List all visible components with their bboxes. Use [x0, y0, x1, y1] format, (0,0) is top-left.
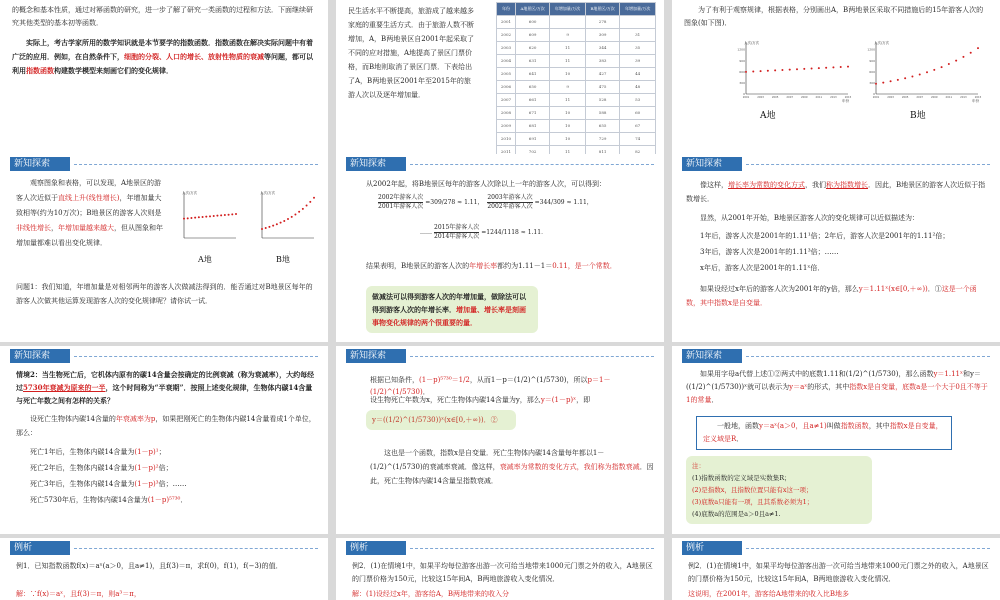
- x-tick-label: 2009: [930, 96, 938, 99]
- data-point: [224, 214, 226, 216]
- x-tick-label: 2013: [960, 96, 967, 99]
- data-point: [818, 67, 820, 69]
- y-tick-label: 1200: [867, 47, 875, 52]
- data-point: [190, 217, 192, 219]
- table-cell: 702: [515, 146, 549, 159]
- data-point: [291, 216, 293, 218]
- data-point: [941, 66, 943, 68]
- table-cell: 620: [515, 42, 549, 55]
- section-tag: 新知探索: [346, 349, 406, 363]
- mini-label-b: B地: [276, 255, 290, 264]
- table-cell: 344: [585, 42, 619, 55]
- solve-p: 根据已知条件，(1－p)⁵⁷³⁰＝1/2，从而1－p＝(1/2)^(1/5730)，所以p＝1－(1/2)^(1/5730)．: [370, 376, 611, 396]
- data-point: [745, 71, 747, 73]
- table-cell: 9: [550, 81, 586, 94]
- table-cell: 2010: [497, 133, 516, 146]
- table-cell: 278: [585, 16, 619, 29]
- formula-2-box: y＝((1/2)^(1/5730))ˣ(x∈[0,＋∞))．②: [366, 410, 516, 430]
- x-tick-label: 2007: [916, 96, 924, 99]
- data-point: [213, 215, 215, 217]
- exp-red-b: 指数函数: [26, 66, 54, 75]
- data-point: [847, 66, 849, 68]
- data-point: [268, 226, 270, 228]
- data-point: [926, 71, 928, 73]
- exp-text-b: 等问题，都可以利用: [12, 52, 313, 75]
- data-point: [760, 70, 762, 72]
- table-row: [497, 94, 656, 107]
- notes-box: 注： (1)指数函数的定义域是实数集R； (2)是指数x，且指数位置只能有x这一项； (3)底数a只能有一项，且其系数必须为1； (4)底数a的范围是a＞0且a≠1.: [686, 456, 872, 524]
- intro-paragraph: 的概念和基本性质，通过对幂函数的研究，进一步了解了研究一类函数的过程和方法．下面继续研究其他类型的基本初等函数．: [12, 6, 313, 27]
- data-point: [216, 215, 218, 217]
- table-cell: 9: [550, 29, 586, 42]
- data-point: [302, 208, 304, 210]
- mini-label-a: A地: [198, 255, 212, 264]
- data-point: [231, 213, 233, 215]
- data-point: [313, 197, 315, 199]
- table-cell: 681: [515, 120, 549, 133]
- data-point: [265, 227, 267, 229]
- table-cell: 82: [620, 146, 656, 159]
- table-row: [497, 81, 656, 94]
- table-cell: 2001: [497, 16, 516, 29]
- table-row: [497, 120, 656, 133]
- table-row: [497, 55, 656, 68]
- section-tag: 新知探索: [682, 349, 742, 363]
- data-point: [948, 63, 950, 65]
- table-cell: 2011: [497, 146, 516, 159]
- data-point: [220, 214, 222, 216]
- mini-chart-b: [248, 188, 318, 248]
- data-point: [261, 228, 263, 230]
- slide-3-1[interactable]: [0, 346, 328, 534]
- slide-2-1[interactable]: [0, 154, 328, 342]
- table-cell: 650: [515, 81, 549, 94]
- decay-line-3: 死亡3年后，生物体内碳14含量为(1－p)³倍；……: [30, 480, 187, 488]
- slide-3-3[interactable]: [672, 346, 1000, 534]
- data-point: [294, 213, 296, 215]
- ratio-row-1: $\frac{\text{2002年游客人次}}{\text{2001年游客人次}}$ =309/278 ≈ 1.11， $\frac{\text{2003年游客人次}}{\text{2002年游客人次}}$ =344/309 ≈ 1.11，: [378, 194, 593, 210]
- x-tick-label: 2015: [974, 96, 982, 99]
- slide-2-3[interactable]: [672, 154, 1000, 342]
- data-point: [977, 47, 979, 49]
- data-point: [796, 68, 798, 70]
- table-row: [497, 42, 656, 55]
- example-2-conclusion: 这说明，在2001年，游客给A地带来的收入比B地多: [688, 590, 850, 598]
- table-cell: 661: [515, 94, 549, 107]
- division-intro: 从2002年起，将B地景区每年的游客人次除以上一年的游客人次，可以得到：: [366, 180, 606, 188]
- x-axis-label: 年份: [842, 99, 849, 103]
- y-tick-label: 300: [739, 80, 745, 85]
- slide-2-2[interactable]: [336, 154, 664, 342]
- data-point: [209, 215, 211, 217]
- table-header-row: [497, 3, 656, 16]
- y-axis-label: 人次/万次: [744, 41, 760, 45]
- data-point: [272, 225, 274, 227]
- x-tick-label: 2011: [815, 96, 823, 99]
- exp-decay-def: 这也是一个函数，指数x是自变量．死亡生物体内碳14含量每年都以1－(1/2)^(1/5730)的衰减率衰减．像这样，衰减率为常数的变化方式，我们称为指数衰减．因此，死亡生物体内碳14含量呈指数衰减．: [370, 449, 654, 485]
- data-point: [187, 217, 189, 219]
- data-point: [890, 80, 892, 82]
- table-cell: 641: [515, 68, 549, 81]
- scenario-2: 情境2：当生物死亡后，它机体内原有的碳14含量会按确定的比例衰减（称为衰减率），大约每经过5730年衰减为原来的一半，这个时间称为“半衰期”．按照上述变化规律，生物体内碳14含量与死亡年数之间有怎样的关系？: [16, 370, 315, 405]
- growth-rate-result: 结果表明，B地景区的游客人次的年增长率都约为1.11－1＝0.11，是一个常数．: [366, 262, 617, 270]
- table-row: [497, 29, 656, 42]
- table-cell: 67: [620, 120, 656, 133]
- table-cell: 309: [585, 29, 619, 42]
- table-cell: 11: [550, 94, 586, 107]
- table-cell: 10: [550, 68, 586, 81]
- table-cell: 2003: [497, 42, 516, 55]
- table-cell: 2008: [497, 107, 516, 120]
- chart-a: [732, 38, 852, 104]
- set-y: 设生物死亡年数为x，死亡生物体内碳14含量为y，那么y＝(1－p)ˣ，即: [370, 396, 591, 404]
- y-tick-label: 300: [869, 80, 875, 85]
- ratio-row-3: …… $\frac{\text{2015年游客人次}}{\text{2014年游客人次}}$ =1244/1118 ≈ 1.11．: [420, 224, 548, 240]
- table-cell: 年增加量/万次: [550, 3, 586, 16]
- data-point: [235, 213, 237, 215]
- table-cell: 2004: [497, 55, 516, 68]
- table-cell: 631: [515, 55, 549, 68]
- table-cell: [620, 16, 656, 29]
- chart-a-label: A地: [760, 111, 776, 121]
- year-list-2: 3年后，游客人次是2001年的1.11³倍；……: [700, 248, 839, 256]
- section-tag: 新知探索: [682, 157, 742, 171]
- exp-growth-def: 像这样，增长率为常数的变化方式，我们称为指数增长．因此，B地景区的游客人次近似于指数增长．: [686, 181, 986, 203]
- table-cell: 427: [585, 68, 619, 81]
- x-tick-label: 2007: [786, 96, 794, 99]
- x-tick-label: 2003: [757, 96, 764, 99]
- section-tag: 新知探索: [346, 157, 406, 171]
- data-point: [789, 69, 791, 71]
- table-cell: 2009: [497, 120, 516, 133]
- data-point: [781, 69, 783, 71]
- slide-4-3[interactable]: [672, 538, 1000, 600]
- slide-3-2[interactable]: [336, 346, 664, 534]
- data-point: [283, 220, 285, 222]
- table-cell: 10: [550, 120, 586, 133]
- data-point: [970, 52, 972, 54]
- exp-text-c: 构建数学模型来刻画它们的变化规律．: [54, 66, 173, 75]
- chart-intro: 为了有利于观察规律，根据表格，分别画出A，B两地景区采取不同措施后的15年游客人次的图象(如下图)．: [684, 6, 984, 27]
- x-tick-label: 2001: [742, 96, 750, 99]
- data-point: [875, 83, 877, 85]
- exp-paragraph: [12, 36, 318, 78]
- slide-4-1[interactable]: [0, 538, 328, 600]
- table-cell: 39: [620, 55, 656, 68]
- table-cell: B地景区/万次: [585, 3, 619, 16]
- table-cell: 383: [585, 55, 619, 68]
- y-tick-label: 1200: [737, 47, 745, 52]
- data-point: [825, 67, 827, 69]
- table-cell: 691: [515, 133, 549, 146]
- table-cell: 729: [585, 133, 619, 146]
- decay-setup: 设死亡生物体内碳14含量的年衰减率为p，如果把刚死亡的生物体内碳14含量看成1个单位，那么：: [16, 415, 316, 437]
- data-point: [933, 69, 935, 71]
- data-point: [309, 201, 311, 203]
- decay-line-1: 死亡1年后，生物体内碳14含量为(1－p)¹；: [30, 448, 166, 456]
- table-cell: 655: [585, 120, 619, 133]
- data-point: [897, 79, 899, 81]
- definition-box: 一般地，函数y＝aˣ(a＞0，且a≠1)叫做指数函数，其中指数x是自变量，定义域是R．: [696, 416, 952, 450]
- tourism-text: 民生活水平不断提高，旅游成了越来越多家庭的重要生活方式．由于旅游人数不断增加，A，B两地景区自2001年起采取了不同的应对措施，A地提高了景区门票价格，而B地则取消了景区门票．下表给出了A，B两地景区2001年至2015年的旅游人次以及逐年增加量．: [348, 7, 475, 99]
- y-tick-label: 900: [739, 58, 745, 63]
- table-cell: 74: [620, 133, 656, 146]
- data-point: [306, 205, 308, 207]
- table-cell: 10: [550, 133, 586, 146]
- decay-line-2: 死亡2年后，生物体内碳14含量为(1－p)²倍；: [30, 464, 173, 472]
- data-point: [803, 68, 805, 70]
- data-point: [811, 67, 813, 69]
- table-cell: 609: [515, 29, 549, 42]
- data-point: [911, 75, 913, 77]
- y-axis-label: 人次/万次: [260, 191, 276, 195]
- chart-b: [862, 38, 982, 104]
- mini-chart-a: [170, 188, 240, 248]
- data-point: [955, 60, 957, 62]
- data-point: [202, 216, 204, 218]
- table-cell: 48: [620, 81, 656, 94]
- data-point: [280, 222, 282, 224]
- table-cell: [550, 16, 586, 29]
- table-cell: 588: [585, 107, 619, 120]
- table-cell: 60: [620, 107, 656, 120]
- table-row: [497, 107, 656, 120]
- data-point: [882, 82, 884, 84]
- x-tick-label: 2003: [887, 96, 894, 99]
- data-point: [962, 56, 964, 58]
- x-tick-label: 2001: [872, 96, 880, 99]
- year-list-3: x年后，游客人次是2001年的1.11ˣ倍．: [700, 264, 825, 272]
- section-tag: 新知探索: [10, 349, 70, 363]
- data-point: [228, 214, 230, 216]
- table-row: [497, 16, 656, 29]
- data-point: [767, 70, 769, 72]
- data-point: [276, 223, 278, 225]
- table-cell: 671: [515, 107, 549, 120]
- table-cell: 年增加量/万次: [620, 3, 656, 16]
- y-axis-label: 人次/万次: [182, 191, 198, 195]
- table-row: [497, 68, 656, 81]
- table-cell: 11: [550, 146, 586, 159]
- table-cell: 811: [585, 146, 619, 159]
- data-point: [832, 66, 834, 68]
- table-cell: 年份: [497, 3, 516, 16]
- example-tag: 例析: [10, 541, 70, 555]
- y-tick-label: 0: [743, 92, 745, 96]
- table-cell: 35: [620, 42, 656, 55]
- y-tick-label: 600: [869, 69, 875, 74]
- x-tick-label: 2013: [830, 96, 837, 99]
- data-point: [774, 69, 776, 71]
- data-point: [183, 218, 185, 220]
- table-row: [497, 133, 656, 146]
- data-point: [752, 71, 754, 73]
- y-tick-label: 600: [739, 69, 745, 74]
- key-note-box: 做减法可以得到游客人次的年增加量，做除法可以得到游客人次的年增长率．增加量、增长率是刻画事物变化规律的两个很重要的量．: [366, 286, 538, 333]
- table-cell: 2007: [497, 94, 516, 107]
- chart-b-label: B地: [910, 111, 926, 121]
- x-axis-label: 年份: [972, 99, 979, 103]
- question-1: 问题1：我们知道，年增加量是对相邻两年的游客人次做减法得到的．能否通过对B地景区每年的游客人次做其他运算发现游客人次的变化规律呢？请你试一试．: [16, 283, 313, 305]
- exp-text-a: 实际上，考古学家所用的数学知识就是本节要学的指数函数．指数函数在解决实际问题中有着广泛的应用．例如，在自然条件下，: [12, 38, 313, 61]
- x-tick-label: 2009: [800, 96, 808, 99]
- decay-line-4: 死亡5730年后，生物体内碳14含量为(1－p)⁵⁷³⁰．: [30, 496, 188, 504]
- table-cell: 2006: [497, 81, 516, 94]
- data-point: [194, 217, 196, 219]
- data-point: [298, 211, 300, 213]
- data-point: [904, 77, 906, 79]
- example-tag: 例析: [682, 541, 742, 555]
- table-cell: 31: [620, 29, 656, 42]
- x-tick-label: 2005: [771, 96, 779, 99]
- table-cell: 11: [550, 55, 586, 68]
- table-cell: 10: [550, 107, 586, 120]
- example-2-repeat: 例2．(1)在情境1中，如果平均每位游客出游一次可给当地带来1000元门票之外的收入，A地景区的门票价格为150元，比较这15年间A，B两地旅游收入变化情况．: [688, 562, 989, 583]
- data-point: [205, 216, 207, 218]
- table-cell: 11: [550, 42, 586, 55]
- observe-paragraph: 观察图象和表格，可以发现，A地景区的游客人次近似于直线上升(线性增长)，年增加量大致相等(约为10万次)；B地景区的游客人次则是非线性增长，年增加量越来越大，但从图象和年增加量都难以看出变化规律．: [16, 179, 163, 247]
- x-tick-label: 2005: [901, 96, 909, 99]
- example-1: 例1．已知指数函数f(x)＝aˣ(a＞0，且a≠1)，且f(3)＝π，求f(0)，f(1)，f(−3)的值．: [16, 562, 283, 570]
- example-1-solution: 解：∵f(x)＝aˣ，且f(3)＝π，则a³＝π，: [16, 590, 141, 598]
- table-cell: 53: [620, 94, 656, 107]
- table-cell: 528: [585, 94, 619, 107]
- table-cell: 2002: [497, 29, 516, 42]
- table-cell: 475: [585, 81, 619, 94]
- example-2-solution: 解：(1)设经过x年，游客给A，B两地带来的收入分: [352, 590, 510, 598]
- table-cell: 600: [515, 16, 549, 29]
- general-form: 如果用字母a代替上述①②两式中的底数1.11和(1/2)^(1/5730)，那么函数y＝1.11ˣ和y＝((1/2)^(1/5730))ˣ就可以表示为y＝aˣ的形式，其中指数x是自变量，底数a是一个大于0且不等于1的常量．: [686, 370, 988, 404]
- table-cell: 44: [620, 68, 656, 81]
- y-axis-label: 人次/万次: [874, 41, 890, 45]
- exp-red-a: 细胞的分裂、人口的增长、放射性物质的衰减: [124, 52, 264, 61]
- example-2: 例2．(1)在情境1中，如果平均每位游客出游一次可给当地带来1000元门票之外的收入，A地景区的门票价格为150元，比较这15年间A，B两地旅游收入变化情况．: [352, 562, 653, 583]
- function-y: 如果设经过x年后的游客人次为2001年的y倍，那么y＝1.11ˣ(x∈[0,＋∞))．①这是一个函数，其中指数x是自变量．: [686, 285, 977, 307]
- data-point: [198, 216, 200, 218]
- data-point: [287, 218, 289, 220]
- since-2001: 显然，从2001年开始，B地景区游客人次的变化规律可以近似描述为：: [700, 214, 919, 222]
- y-tick-label: 900: [869, 58, 875, 63]
- table-cell: A地景区/万次: [515, 3, 549, 16]
- x-tick-label: 2015: [844, 96, 852, 99]
- data-point: [919, 74, 921, 76]
- table-cell: 2005: [497, 68, 516, 81]
- y-tick-label: 0: [873, 92, 875, 96]
- example-tag: 例析: [346, 541, 406, 555]
- slide-4-2[interactable]: [336, 538, 664, 600]
- data-point: [840, 66, 842, 68]
- x-tick-label: 2011: [945, 96, 953, 99]
- section-tag: 新知探索: [10, 157, 70, 171]
- year-list-1: 1年后，游客人次是2001年的1.11¹倍；2年后，游客人次是2001年的1.11²倍；: [700, 232, 950, 240]
